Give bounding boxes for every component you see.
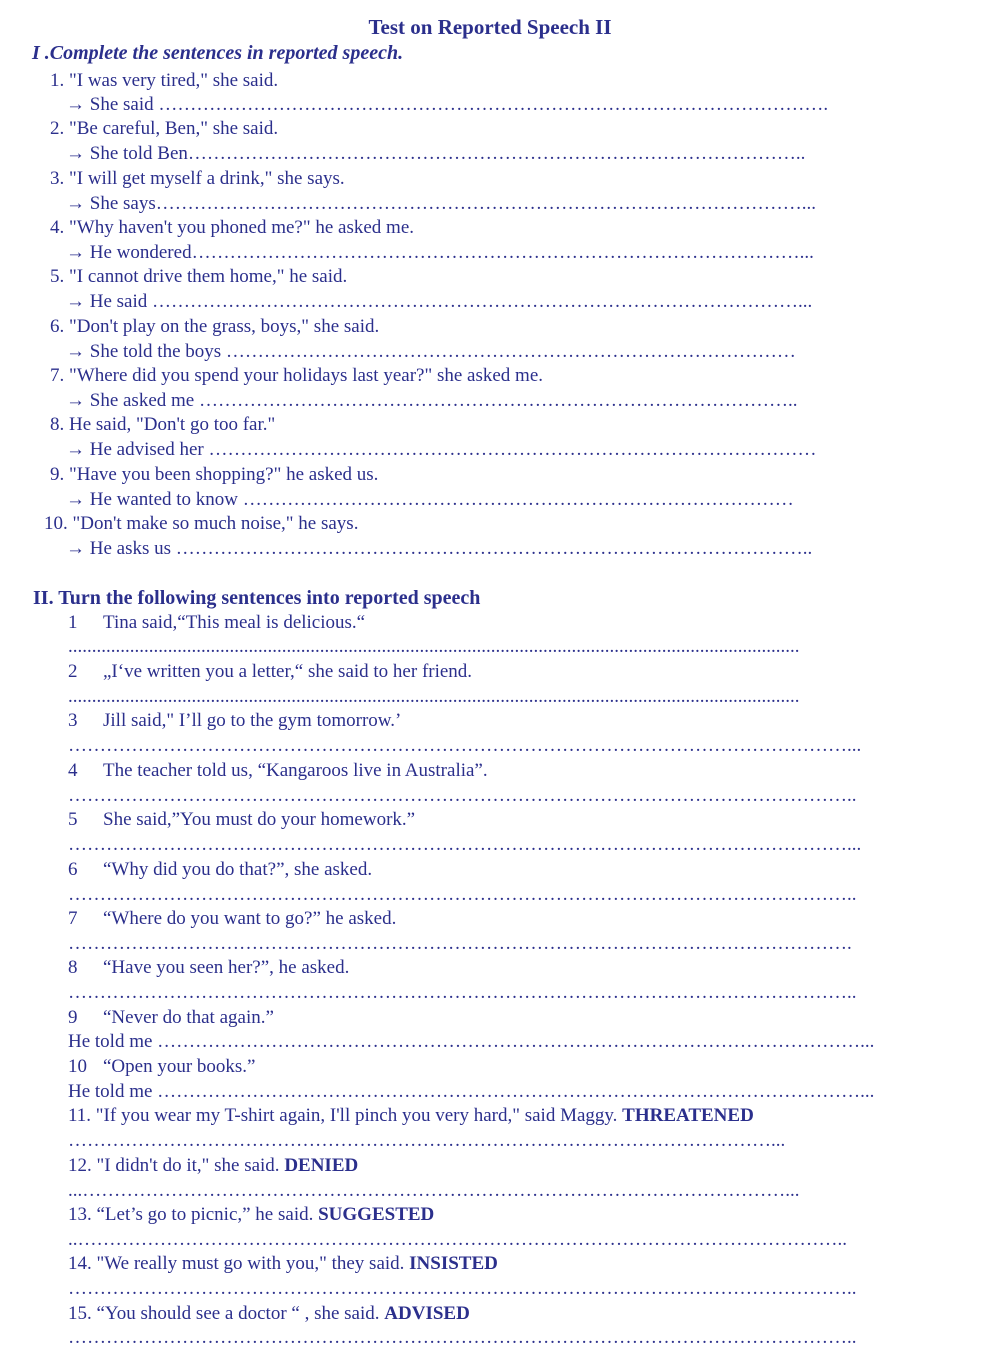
s2-q9: “Never do that again.” (103, 1007, 274, 1028)
s2-a13: ..………………………………………………………………………………………………………….. (68, 1229, 847, 1250)
s2-a7: ……………………………………………………………………………………………………………. (68, 933, 852, 954)
s1-q2: 2. "Be careful, Ben," she said. (50, 118, 279, 139)
s2-q15-line (68, 1303, 470, 1325)
s2-kw15: ADVISED (384, 1303, 470, 1324)
s2-q11: "If you wear my T-shirt again, I'll pinch you very hard," said Maggy. (95, 1105, 618, 1126)
s2-kw14: INSISTED (409, 1253, 498, 1274)
s2-num5: 5 (68, 809, 78, 830)
s2-num12: 12. (68, 1155, 92, 1176)
s2-q13: “Let’s go to picnic,” he said. (96, 1204, 314, 1225)
section-1-heading: I .Complete the sentences in reported speech. (32, 42, 404, 64)
s1-q4: 4. "Why haven't you phoned me?" he asked me. (50, 217, 414, 238)
s1-q3: 3. "I will get myself a drink," she says. (50, 168, 345, 189)
s2-num3: 3 (68, 710, 78, 731)
s2-q14: "We really must go with you," they said. (96, 1253, 405, 1274)
page-title: Test on Reported Speech II (368, 15, 612, 39)
s1-a10: → He asks us ……………………………………………………………………………………….. (66, 538, 813, 559)
s2-a10: He told me …………………………………………………………………………………………………... (68, 1081, 875, 1102)
s2-kw13: SUGGESTED (318, 1204, 435, 1225)
s2-kw12: DENIED (284, 1155, 359, 1176)
s1-q7: 7. "Where did you spend your holidays last year?" she asked me. (50, 365, 544, 386)
s2-q12-line (68, 1155, 358, 1177)
s2-num7: 7 (68, 908, 78, 929)
s1-q1: 1. "I was very tired," she said. (50, 70, 279, 91)
s2-q2: „I‘ve written you a letter,“ she said to her friend. (103, 661, 473, 682)
s2-a6: …………………………………………………………………………………………………………….. (68, 884, 857, 905)
s1-a2: → She told Ben…………………………………………………………………………………….. (66, 143, 806, 164)
s2-num13: 13. (68, 1204, 92, 1225)
s2-q4: The teacher told us, “Kangaroos live in Australia”. (103, 760, 488, 781)
s2-a8: …………………………………………………………………………………………………………….. (68, 982, 857, 1003)
s2-num6: 6 (68, 859, 78, 880)
s2-a5: ……………………………………………………………………………………………………………... (68, 834, 862, 855)
s1-a7: → She asked me ………………………………………………………………………………….. (66, 390, 798, 411)
s2-num2: 2 (68, 661, 78, 682)
s2-a11: …………………………………………………………………………………………………... (68, 1130, 786, 1151)
s2-kw11: THREATENED (622, 1105, 754, 1126)
s1-a6: → She told the boys ……………………………………………………………………………… (66, 341, 796, 362)
s2-a3: ……………………………………………………………………………………………………………... (68, 735, 862, 756)
s2-a1: .......................................................................................................................................................... (68, 636, 800, 657)
s2-a15: …………………………………………………………………………………………………………….. (68, 1327, 857, 1348)
s1-q9: 9. "Have you been shopping?" he asked us. (50, 464, 379, 485)
s2-num10: 10 (68, 1056, 87, 1077)
s2-a14: …………………………………………………………………………………………………………….. (68, 1278, 857, 1299)
s2-q13-line (68, 1204, 434, 1226)
s2-num14: 14. (68, 1253, 92, 1274)
s2-num15: 15. (68, 1303, 92, 1324)
s2-a4: …………………………………………………………………………………………………………….. (68, 785, 857, 806)
s2-num11: 11. (68, 1105, 92, 1126)
s2-num9: 9 (68, 1007, 78, 1028)
s2-q15: “You should see a doctor “ , she said. (96, 1303, 380, 1324)
s1-q6: 6. "Don't play on the grass, boys," she said. (50, 316, 380, 337)
s2-q11-line (68, 1105, 754, 1127)
s1-a5: → He said …………………………………………………………………………………………... (66, 291, 813, 312)
s1-a9: → He wanted to know …………………………………………………………………………… (66, 489, 794, 510)
section-2-heading: II. Turn the following sentences into reported speech (33, 587, 481, 609)
s2-q12: "I didn't do it," she said. (96, 1155, 280, 1176)
s1-q8: 8. He said, "Don't go too far." (50, 414, 276, 435)
s1-q10: 10. "Don't make so much noise," he says. (44, 513, 359, 534)
s2-num1: 1 (68, 612, 78, 633)
s2-q5: She said,”You must do your homework.” (103, 809, 416, 830)
s2-q3: Jill said," I’ll go to the gym tomorrow.’ (103, 710, 402, 731)
s2-q1: Tina said,“This meal is delicious.“ (103, 612, 366, 633)
s1-a3: → She says…………………………………………………………………………………………... (66, 193, 816, 214)
s2-num4: 4 (68, 760, 78, 781)
s1-q5: 5. "I cannot drive them home," he said. (50, 266, 348, 287)
s1-a4: → He wondered……………………………………………………………………………………... (66, 242, 814, 263)
s2-q7: “Where do you want to go?” he asked. (103, 908, 397, 929)
s2-a12: ...…………………………………………………………………………………………………... (68, 1180, 800, 1201)
s2-a2: .......................................................................................................................................................... (68, 686, 800, 707)
s1-a8: → He advised her …………………………………………………………………………………… (66, 439, 817, 460)
s2-q8: “Have you seen her?”, he asked. (103, 957, 350, 978)
s2-q6: “Why did you do that?”, she asked. (103, 859, 373, 880)
s2-num8: 8 (68, 957, 78, 978)
s2-q14-line (68, 1253, 498, 1275)
s1-a1: → She said ……………………………………………………………………………………………. (66, 94, 829, 115)
s2-a9: He told me …………………………………………………………………………………………………... (68, 1031, 875, 1052)
s2-q10: “Open your books.” (103, 1056, 256, 1077)
